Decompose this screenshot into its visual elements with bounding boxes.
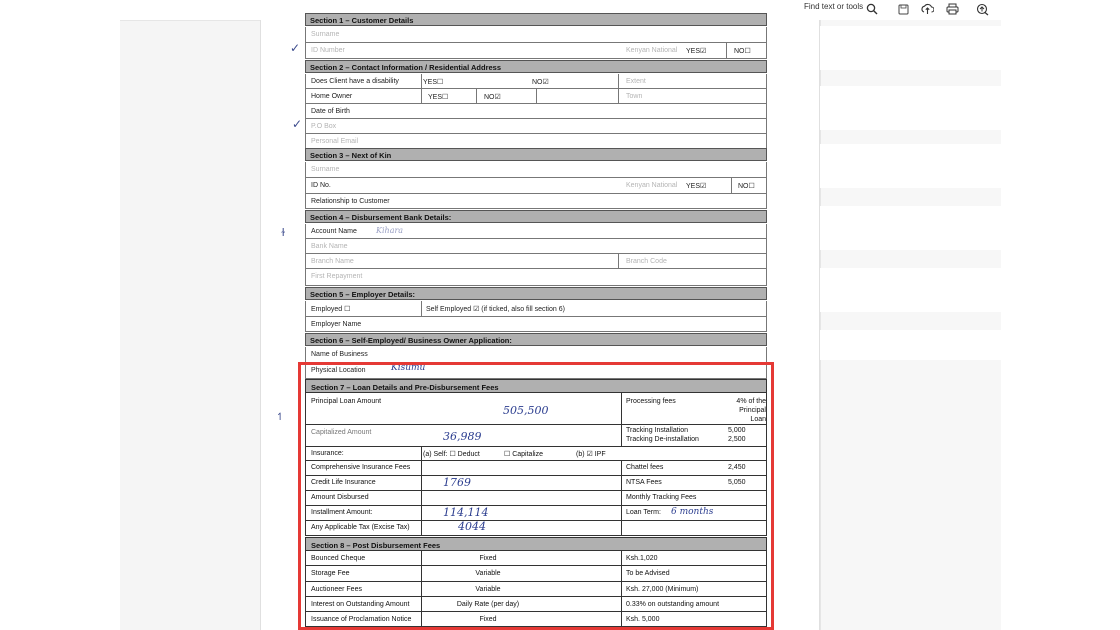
- form-row: [305, 119, 767, 134]
- kenyan-national-label: Kenyan National: [626, 47, 678, 54]
- form-row: [305, 162, 767, 178]
- kin-id-label: ID No.: [311, 182, 331, 189]
- search-icon[interactable]: [864, 1, 880, 17]
- home-owner-label: Home Owner: [311, 93, 353, 100]
- post-fee-type: Variable: [475, 585, 501, 593]
- form-row: [305, 224, 767, 239]
- post-fee-name: Bounced Cheque: [311, 555, 366, 562]
- physical-location-value: Kisumu: [391, 363, 426, 373]
- form-row: [305, 43, 767, 59]
- post-fee-amount: To be Advised: [626, 570, 670, 578]
- credit-life-label: Credit Life Insurance: [311, 479, 376, 486]
- form-row: [305, 74, 767, 89]
- insurance-ipf: (b) ☑ IPF: [576, 451, 606, 458]
- disability-extent-label: Extent: [626, 78, 646, 85]
- cell-divider: [421, 301, 422, 316]
- form-row: [305, 27, 767, 43]
- insurance-label: Insurance:: [311, 450, 344, 457]
- print-icon[interactable]: [944, 1, 960, 17]
- form-row: [305, 194, 767, 209]
- installment-amount-value: 114,114: [443, 506, 489, 519]
- excise-tax-label: Any Applicable Tax (Excise Tax): [311, 524, 410, 531]
- form-row: [305, 347, 767, 363]
- personal-email-label: Personal Email: [311, 138, 359, 145]
- account-name-value: Kihara: [376, 226, 404, 235]
- town-label: Town: [626, 93, 643, 100]
- dob-label: Date of Birth: [311, 108, 350, 115]
- no-option: NO☐: [734, 48, 751, 55]
- post-fee-type: Variable: [475, 570, 501, 578]
- section-8-header: Section 8 – Post Disbursement Fees: [305, 537, 767, 551]
- kin-yes-option: YES☑: [686, 183, 707, 190]
- excise-tax-value: 4044: [458, 520, 486, 533]
- post-fee-type: Daily Rate (per day): [456, 600, 520, 608]
- cell-divider: [536, 89, 537, 103]
- ntsa-fees-label: NTSA Fees: [626, 479, 662, 486]
- post-fee-amount: Ksh.1,020: [626, 555, 658, 562]
- post-fee-name: Storage Fee: [311, 570, 350, 578]
- post-fee-type: Fixed: [479, 616, 497, 624]
- right-pane-block: [820, 26, 1001, 70]
- right-pane-block: [820, 86, 1001, 130]
- tracking-deinstallation-value: 2,500: [728, 436, 746, 443]
- kin-surname-label: Surname: [311, 166, 340, 173]
- insurance-capitalize: ☐ Capitalize: [504, 451, 543, 458]
- check-mark-icon: ✓: [290, 41, 301, 55]
- upload-icon[interactable]: [919, 1, 935, 17]
- post-fee-name: Auctioneer Fees: [311, 585, 362, 593]
- bank-name-label: Bank Name: [311, 243, 348, 250]
- self-employed-checkbox: Self Employed ☑ (if ticked, also fill section 6): [426, 306, 565, 313]
- section-2-header: Section 2 – Contact Information / Residential Address: [305, 60, 767, 73]
- amount-disbursed-label: Amount Disbursed: [311, 494, 369, 501]
- processing-fees-label: Processing fees: [626, 398, 676, 405]
- right-pane-block: [820, 206, 1001, 250]
- right-pane-block: [820, 268, 1001, 312]
- margin-mark: ɫ: [281, 226, 286, 239]
- principal-loan-value: 505,500: [503, 404, 549, 417]
- cell-divider: [421, 89, 422, 103]
- credit-life-value: 1769: [443, 476, 471, 489]
- form-row: [305, 254, 767, 269]
- form-row: [305, 89, 767, 104]
- disability-label: Does Client have a disability: [311, 78, 399, 85]
- form-row: [305, 239, 767, 254]
- form-row: [305, 178, 767, 194]
- post-fee-amount: Ksh. 27,000 (Minimum): [626, 585, 699, 593]
- post-fee-amount: Ksh. 5,000: [626, 616, 660, 624]
- employed-checkbox: Employed ☐: [311, 306, 351, 313]
- form-row: [305, 134, 767, 149]
- check-mark-icon: ✓: [292, 117, 303, 131]
- processing-fees-value: 4% of the Principal Loan: [736, 398, 766, 423]
- relationship-label: Relationship to Customer: [311, 198, 390, 205]
- section-4-header: Section 4 – Disbursement Bank Details:: [305, 210, 767, 223]
- monthly-tracking-label: Monthly Tracking Fees: [626, 494, 697, 501]
- surname-label: Surname: [311, 31, 340, 38]
- first-repayment-label: First Repayment: [311, 273, 363, 280]
- account-name-label: Account Name: [311, 228, 357, 235]
- tracking-installation-value: 5,000: [728, 427, 746, 434]
- chattel-fees-label: Chattel fees: [626, 464, 664, 471]
- section-5-header: Section 5 – Employer Details:: [305, 287, 767, 300]
- tracking-deinstallation-label: Tracking De-installation: [626, 436, 699, 443]
- post-fee-name: Issuance of Proclamation Notice: [311, 616, 412, 624]
- post-fee-type: Fixed: [479, 555, 497, 562]
- physical-location-label: Physical Location: [311, 367, 366, 374]
- principal-loan-label: Principal Loan Amount: [311, 398, 382, 405]
- employer-name-label: Employer Name: [311, 321, 362, 328]
- cell-divider: [421, 74, 422, 88]
- form-row: [305, 317, 767, 332]
- installment-amount-label: Installment Amount:: [311, 509, 373, 516]
- capitalized-amount-value: 36,989: [443, 430, 482, 443]
- section-7-header: Section 7 – Loan Details and Pre-Disbursement Fees: [305, 379, 767, 393]
- branch-code-label: Branch Code: [626, 258, 667, 265]
- comprehensive-insurance-label: Comprehensive Insurance Fees: [311, 464, 411, 471]
- id-number-label: ID Number: [311, 47, 345, 54]
- loan-term-label: Loan Term:: [626, 509, 661, 516]
- section-6-header: Section 6 – Self-Employed/ Business Owner Application:: [305, 333, 767, 346]
- kin-kenyan-national-label: Kenyan National: [626, 182, 678, 189]
- section-3-header: Section 3 – Next of Kin: [305, 148, 767, 161]
- yes-option: YES☑: [686, 48, 707, 55]
- kin-no-option: NO☐: [738, 183, 755, 190]
- right-pane-block: [820, 330, 1001, 360]
- tracking-installation-label: Tracking Installation: [626, 427, 688, 434]
- chattel-fees-value: 2,450: [728, 464, 746, 471]
- cell-divider: [618, 254, 619, 268]
- pobox-label: P.O Box: [311, 123, 337, 130]
- post-fee-amount: 0.33% on outstanding amount: [626, 600, 720, 608]
- cell-divider: [726, 43, 727, 58]
- form-row: [305, 301, 767, 317]
- disability-yes: YES☐: [423, 79, 444, 86]
- home-no: NO☑: [484, 94, 501, 101]
- home-yes: YES☐: [428, 94, 449, 101]
- ntsa-fees-value: 5,050: [728, 479, 746, 486]
- post-fee-name: Interest on Outstanding Amount: [311, 600, 410, 608]
- find-text-button[interactable]: Find text or tools: [804, 2, 864, 11]
- form-row: [305, 269, 767, 286]
- right-pane-block: [820, 144, 1001, 188]
- business-name-label: Name of Business: [311, 351, 368, 358]
- highlight-box: [298, 362, 774, 630]
- loan-term-value: 6 months: [671, 507, 714, 517]
- insurance-self-deduct: (a) Self: ☐ Deduct: [423, 451, 480, 458]
- cell-divider: [618, 74, 619, 88]
- cell-divider: [618, 89, 619, 103]
- save-icon[interactable]: [895, 1, 911, 17]
- disability-no: NO☑: [532, 79, 549, 86]
- cell-divider: [731, 178, 732, 193]
- margin-mark: ↿: [276, 412, 285, 423]
- section-1-header: Section 1 – Customer Details: [305, 13, 767, 26]
- cell-divider: [476, 89, 477, 103]
- share-link-icon[interactable]: [974, 1, 990, 17]
- form-row: [305, 104, 767, 119]
- branch-name-label: Branch Name: [311, 258, 354, 265]
- capitalized-amount-label: Capitalized Amount: [311, 429, 372, 436]
